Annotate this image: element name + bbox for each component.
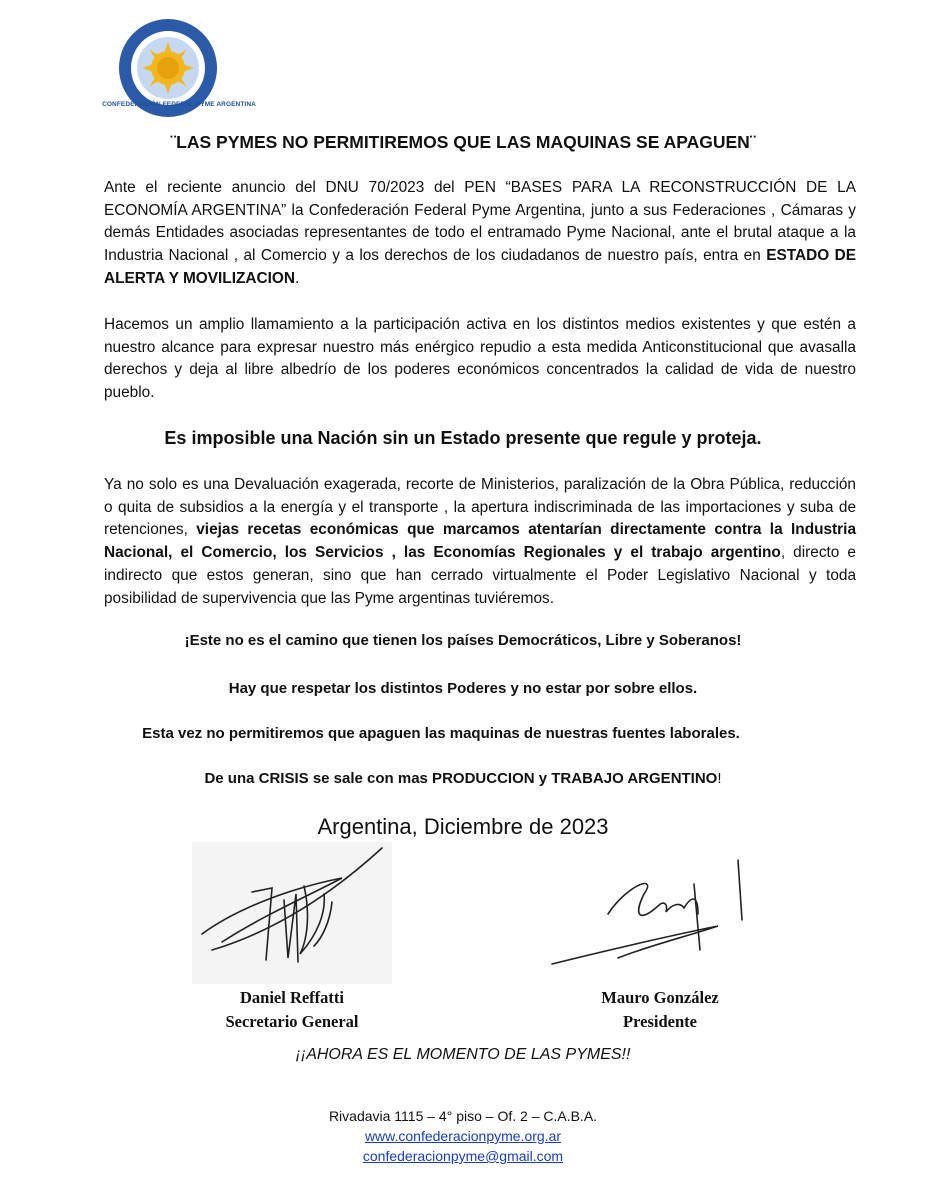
footer-email: [0, 1148, 926, 1164]
footer-address: Rivadavia 1115 – 4° piso – Of. 2 – C.A.B.A.: [328, 1108, 598, 1124]
logo-caption: CONFEDERACIÓN FEDERAL PYME ARGENTINA: [102, 101, 256, 108]
paragraph-call-to-action: Hacemos un amplio llamamiento a la participación activa en los distintos medios existentes y que estén a nuestro alcance para expresar nuestro más enérgico repudio a esta medida Anticonstitucional que avasalla derechos y deja al libre albedrío de los poderes económicos concentrados la calidad de vida de nuestro pueblo.: [104, 316, 856, 402]
signatory-role: Presidente: [623, 1012, 697, 1031]
signatory-name: Mauro González: [601, 988, 719, 1007]
website-link[interactable]: www.confederacionpyme.org.ar: [364, 1128, 562, 1144]
document-title: ¨LAS PYMES NO PERMITIREMOS QUE LAS MAQUINAS SE APAGUEN¨: [170, 132, 756, 152]
subtitle: Es imposible una Nación sin un Estado presente que regule y proteja.: [164, 428, 762, 448]
document-date: Argentina, Diciembre de 2023: [317, 814, 609, 839]
signatory-role: Secretario General: [225, 1012, 359, 1031]
alert-status: ESTADO DE ALERTA Y MOVILIZACION: [104, 247, 856, 287]
paragraph-text: Ante el reciente anuncio del DNU 70/2023 del PEN “BASES PARA LA RECONSTRUCCIÓN DE LA ECONOMÍA ARGENTINA” la Confederación Federal Pyme Argentina, junto a sus Federaciones , Cámaras y demás Entidades asociadas representantes de todo el entramado Pyme Nacional, ante el brutal ataque a la Industria Nacional , al Comercio y a los derechos de los ciudadanos de nuestro país, entra en: [104, 179, 856, 265]
paragraph-announcement: [104, 177, 856, 291]
footer-website: [0, 1128, 926, 1144]
closing-end: !: [717, 770, 722, 787]
closing-statement: [0, 770, 926, 787]
signature-gonzalez: [548, 854, 768, 974]
paragraph-measures: [104, 474, 856, 610]
slogan: ¡¡AHORA ES EL MOMENTO DE LAS PYMES!!: [295, 1046, 631, 1063]
paragraph-text: Ya no solo es una Devaluación exagerada, recorte de Ministerios, paralización de la Obra Pública, reducción o quita de subsidios a la energía y el transporte , la apertura indiscriminada de las importaciones y suba de retenciones,: [104, 476, 856, 539]
signatory-1: [192, 986, 392, 1034]
email-link[interactable]: confederacionpyme@gmail.com: [362, 1148, 564, 1164]
signature-reffatti: [192, 842, 392, 984]
paragraph-bold: viejas recetas económicas que marcamos atentarían directamente contra la Industria Nacional, el Comercio, los Servicios , las Economías Regionales y el trabajo argentino: [104, 521, 857, 562]
statement: ¡Este no es el camino que tienen los países Democráticos, Libre y Soberanos!: [184, 632, 742, 649]
paragraph-end: .: [294, 269, 300, 287]
signatory-2: [560, 986, 760, 1034]
statement: Hay que respetar los distintos Poderes y no estar por sobre ellos.: [228, 680, 698, 697]
paragraph-end: , directo e indirecto que estos generan, sino que han cerrado virtualmente el Poder Legislativo Nacional y toda posibilidad de supervivencia que las Pyme argentinas tuviéremos.: [104, 544, 856, 607]
signatory-name: Daniel Reffatti: [239, 988, 344, 1007]
closing-bold: De una CRISIS se sale con mas PRODUCCION y TRABAJO ARGENTINO: [204, 770, 718, 787]
statement: Esta vez no permitiremos que apaguen las maquinas de nuestras fuentes laborales.: [142, 725, 740, 742]
